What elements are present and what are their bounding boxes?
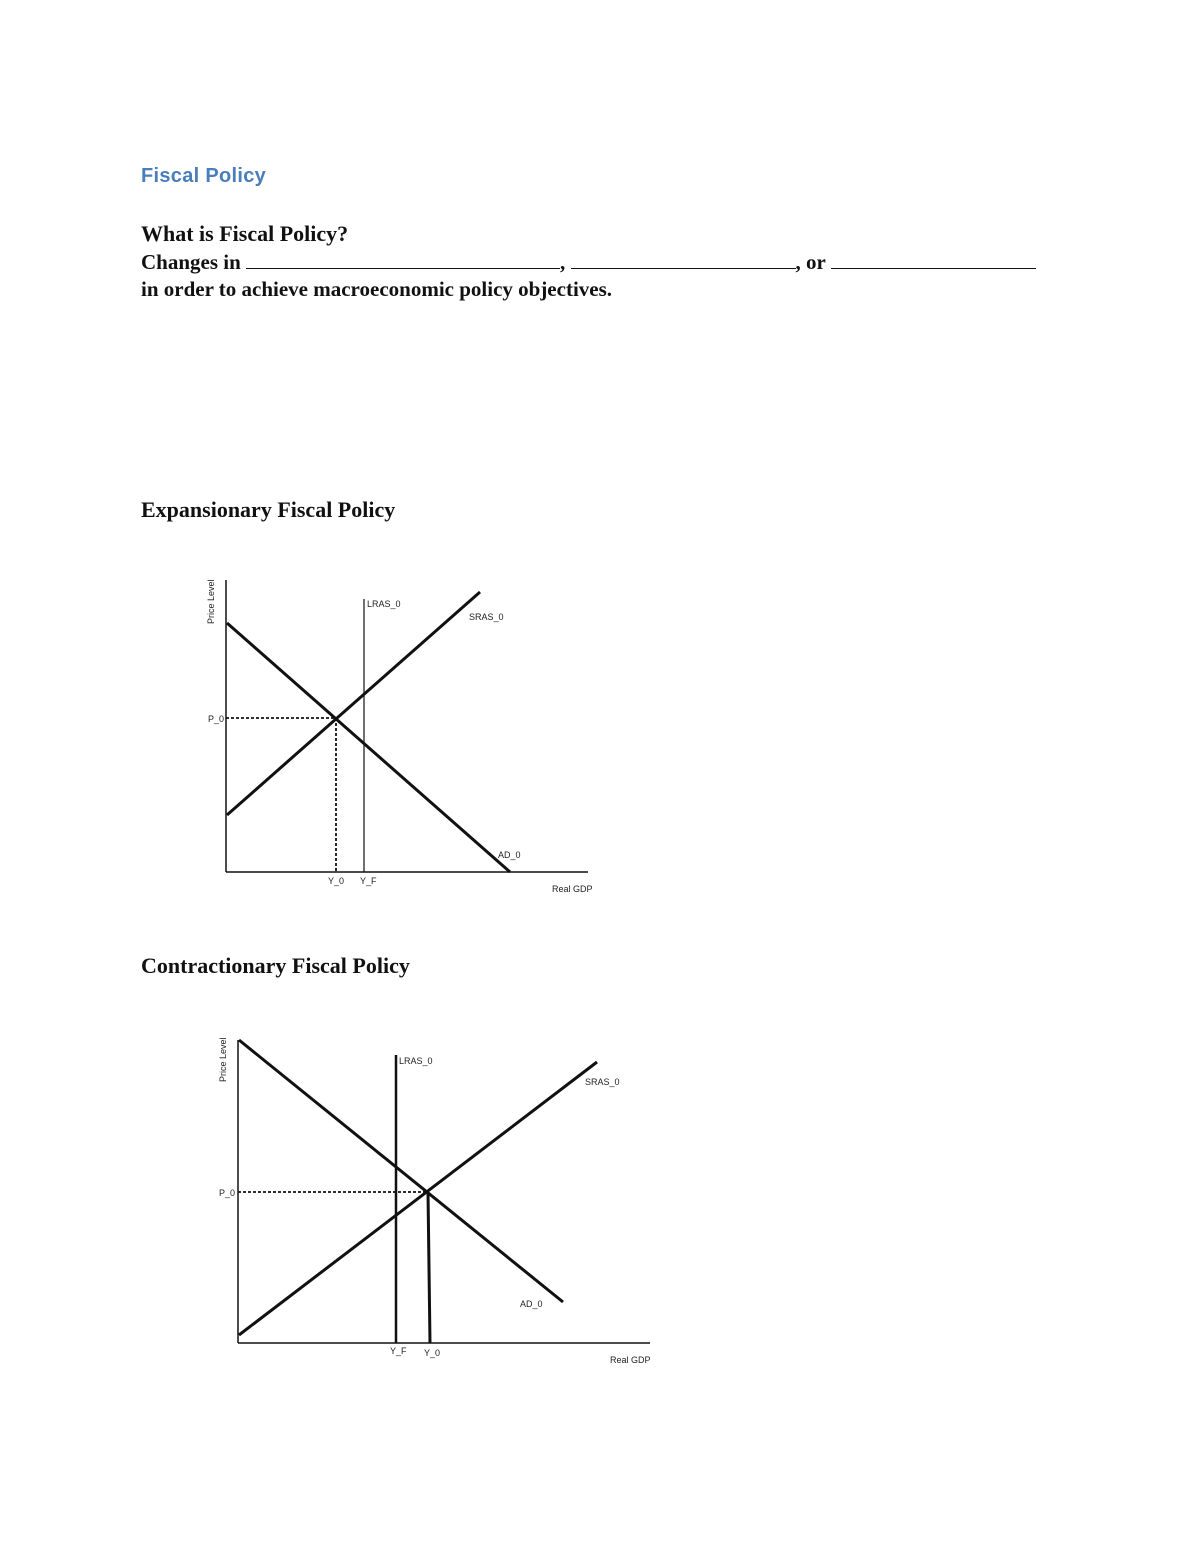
sras-line — [239, 1062, 597, 1335]
sras-line — [227, 592, 480, 815]
definition-line-2: in order to achieve macroeconomic policy objectives. — [141, 277, 613, 301]
yf-tick-label: Y_F — [390, 1346, 407, 1356]
ad-label: AD_0 — [520, 1299, 543, 1309]
expansionary-heading: Expansionary Fiscal Policy — [141, 497, 396, 522]
page-title: Fiscal Policy — [141, 165, 267, 187]
p0-tick-label: P_0 — [219, 1188, 236, 1198]
p0-tick-label: P_0 — [208, 714, 225, 724]
expansionary-chart — [206, 579, 593, 894]
separator-1: , — [560, 250, 566, 274]
contractionary-chart — [218, 1037, 651, 1365]
y0-tick-label: Y_0 — [424, 1348, 441, 1358]
separator-2: , or — [795, 250, 826, 274]
ad-line — [239, 1040, 563, 1302]
lras-label: LRAS_0 — [367, 599, 401, 609]
sras-label: SRAS_0 — [585, 1077, 620, 1087]
sras-label: SRAS_0 — [469, 612, 504, 622]
lras-label: LRAS_0 — [399, 1056, 433, 1066]
y-axis-label: Price Level — [218, 1037, 228, 1082]
contractionary-heading: Contractionary Fiscal Policy — [141, 953, 410, 978]
ad-label: AD_0 — [498, 850, 521, 860]
x-axis-label: Real GDP — [552, 884, 593, 894]
output-guide — [428, 1192, 430, 1343]
x-axis-label: Real GDP — [610, 1355, 651, 1365]
definition-prefix: Changes in — [141, 250, 241, 274]
y0-tick-label: Y_0 — [328, 876, 345, 886]
ad-line — [227, 623, 510, 872]
question-heading: What is Fiscal Policy? — [141, 221, 349, 246]
y-axis-label: Price Level — [206, 579, 216, 624]
yf-tick-label: Y_F — [360, 876, 377, 886]
